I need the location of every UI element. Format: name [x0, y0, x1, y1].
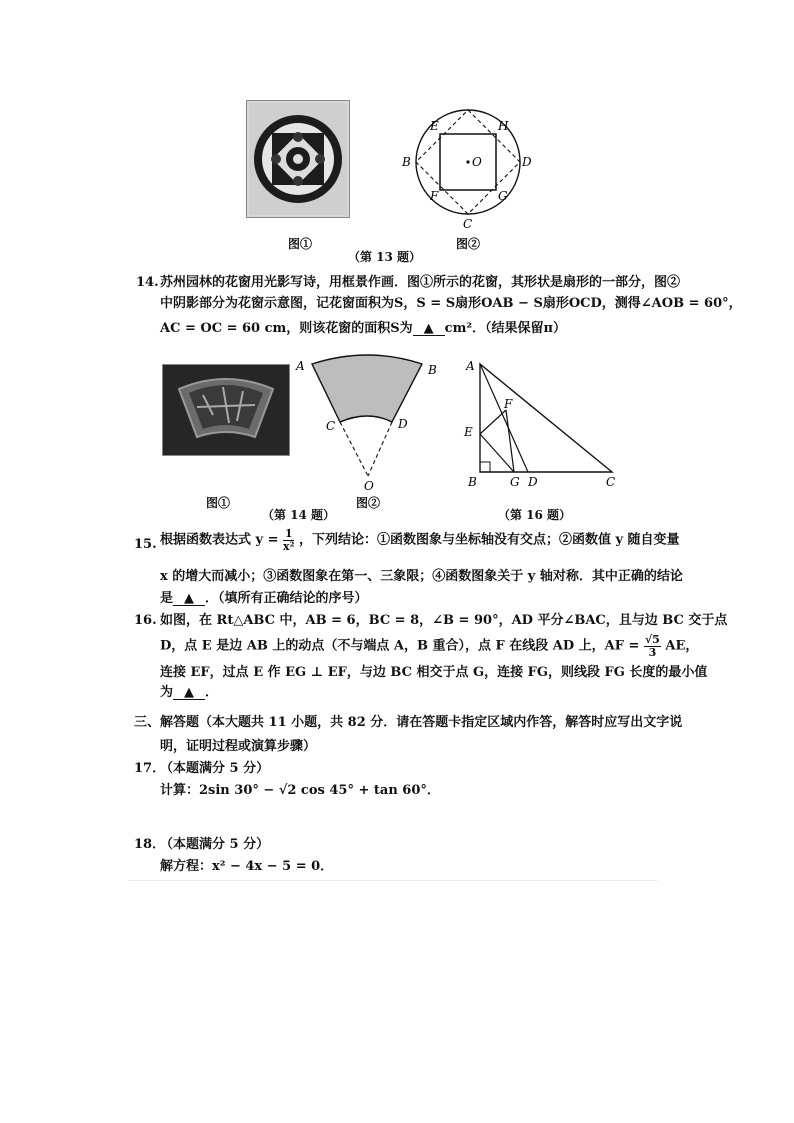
q13-label-O: O: [472, 155, 482, 169]
q14-fan-window-icon: [163, 365, 289, 455]
q13-label-E: E: [430, 119, 439, 133]
q18-number: 18．: [134, 837, 166, 852]
q13-label-F: F: [430, 189, 439, 203]
q16-answer-blank: ▲: [173, 686, 205, 700]
q14-line-3-tail: cm²．（结果保留π）: [444, 321, 567, 336]
q18-score: （本题满分 5 分）: [160, 837, 270, 852]
q16-line-4-text: 为: [160, 685, 174, 700]
q15-fraction: [283, 528, 294, 552]
q13-window-photo: [246, 100, 350, 218]
q14-label-O: O: [364, 479, 374, 493]
q14-label-D: D: [398, 417, 408, 431]
q15-line-3-text: 是: [160, 591, 174, 606]
q13-label-B: B: [402, 155, 411, 169]
q15-answer-blank: ▲: [173, 592, 205, 606]
q16-line-1: 如图，在 Rt△ABC 中，AB = 6，BC = 8，∠B = 90°，AD 平分∠BAC，且与边 BC 交于点: [160, 613, 728, 628]
q15-line-3-tail: ．（填所有正确结论的序号）: [205, 591, 368, 606]
q15-line-1-tail: ，下列结论：①函数图象与坐标轴没有交点；②函数值 y 随自变量: [298, 532, 680, 548]
q13-label-H: H: [498, 119, 509, 133]
q15-line-2: x 的增大而减小；③函数图象在第一、三象限；④函数图象关于 y 轴对称．其中正确的结论: [160, 569, 683, 584]
q14-line-2: 中阴影部分为花窗示意图，记花窗面积为S，S = S扇形OAB − S扇形OCD，测得∠AOB = 60°，: [160, 296, 742, 311]
q14-label-B: B: [428, 363, 437, 377]
q16-fraction: [644, 634, 661, 658]
q16-line-2: [160, 634, 698, 658]
q15-frac-den: x²: [283, 539, 295, 553]
q13-caption: （第 13 题）: [348, 250, 422, 264]
q14-line-1: 苏州园林的花窗用光影写诗，用框景作画．图①所示的花窗，其形状是扇形的一部分，图②: [160, 275, 681, 290]
q13-fig2-label: 图②: [456, 237, 481, 251]
q14-caption: （第 14 题）: [262, 508, 336, 522]
q15-line-3: [160, 592, 368, 606]
q16-caption: （第 16 题）: [498, 508, 572, 522]
q14-label-A: A: [296, 359, 305, 373]
q16-frac-num: √5: [644, 633, 660, 646]
q15-number: 15.: [134, 537, 157, 552]
q14-line-3-text: AC = OC = 60 cm，则该花窗的面积S为: [160, 321, 413, 336]
q13-fig1-label: 图①: [288, 237, 313, 251]
q18-equation: 解方程：x² − 4x − 5 = 0．: [160, 859, 334, 874]
q15-line-1-text: 根据函数表达式 y =: [160, 532, 279, 548]
q17-number: 17．: [134, 761, 166, 776]
q14-answer-blank: ▲: [413, 322, 445, 336]
q13-window-pattern-icon: [247, 101, 349, 217]
q13-label-D: D: [522, 155, 532, 169]
q13-fig2-circle-diagram: [400, 108, 540, 232]
page-divider: [128, 880, 658, 881]
q16-line-4: [160, 686, 218, 700]
q13-label-G: G: [498, 189, 508, 203]
q16-label-C: C: [606, 475, 616, 488]
q14-label-C: C: [326, 419, 336, 433]
q16-label-E: E: [464, 425, 473, 439]
q16-label-B: B: [468, 475, 477, 488]
q16-line-2-text: D，点 E 是边 AB 上的动点（不与端点 A，B 重合），点 F 在线段 AD 上，AF =: [160, 638, 640, 654]
q16-number: 16.: [134, 613, 157, 628]
q14-line-3: [160, 322, 566, 336]
q17-calc: 计算：2sin 30° − √2 cos 45° + tan 60°．: [160, 783, 440, 798]
q16-line-2-tail: AE，: [665, 638, 699, 654]
q15-frac-num: 1: [284, 527, 293, 540]
q14-fig2-label: 图②: [356, 496, 381, 510]
section3-heading-line-1: 三、解答题（本大题共 11 小题，共 82 分．请在答题卡指定区域内作答，解答时应写出文字说: [134, 715, 683, 730]
q15-line-1: [160, 528, 680, 552]
q14-fig2-sector-diagram: [294, 354, 440, 498]
q14-number: 14.: [136, 275, 159, 290]
q16-frac-den: 3: [648, 645, 657, 659]
q14-fig1-label: 图①: [206, 496, 231, 510]
q16-label-F: F: [504, 397, 513, 411]
q16-line-3: 连接 EF，过点 E 作 EG ⊥ EF，与边 BC 相交于点 G，连接 FG，则线段 FG 长度的最小值: [160, 665, 708, 680]
q13-label-C: C: [463, 217, 473, 231]
q16-label-A: A: [466, 359, 475, 373]
q16-label-G: G: [510, 475, 520, 488]
q16-label-D: D: [528, 475, 538, 488]
q16-line-4-tail: ．: [205, 685, 219, 700]
q17-score: （本题满分 5 分）: [160, 761, 270, 776]
q16-triangle-diagram: [460, 358, 620, 488]
q14-window-photo: [162, 364, 290, 456]
section3-heading-line-2: 明，证明过程或演算步骤）: [160, 739, 317, 754]
